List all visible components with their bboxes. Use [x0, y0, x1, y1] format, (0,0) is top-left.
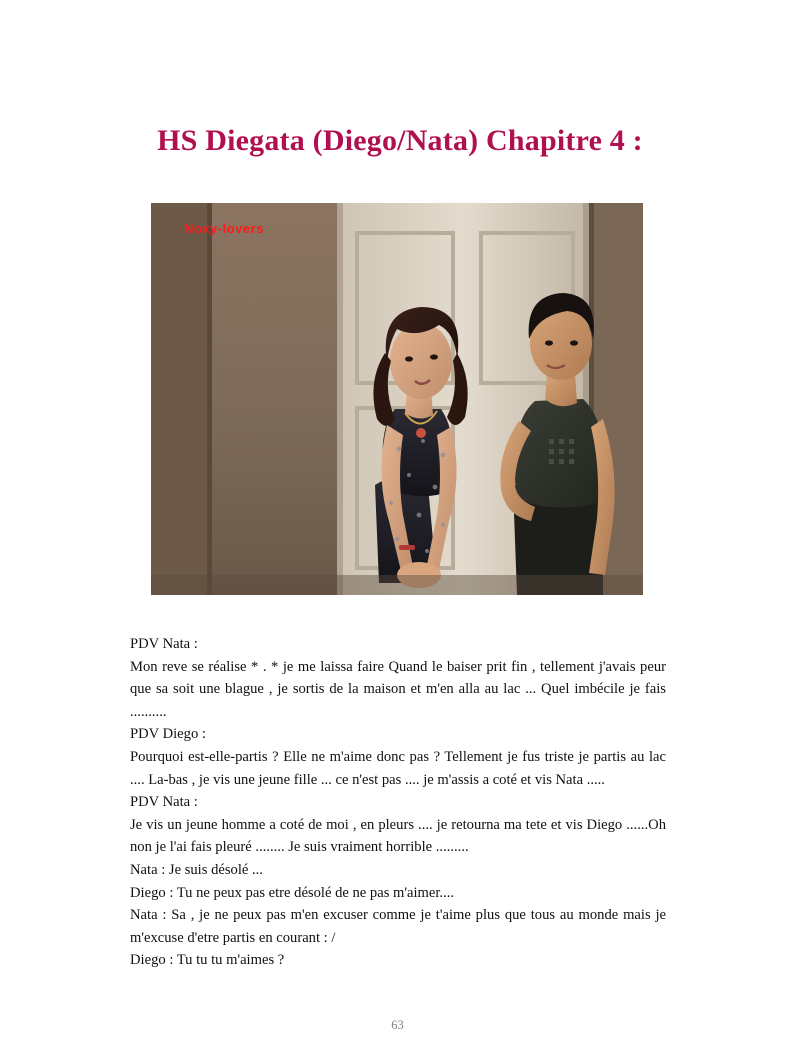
paragraph: Nata : Sa , je ne peux pas m'en excuser comme je t'aime plus que tous au monde mais je m'excuse d'etre partis en courant : / [130, 907, 666, 946]
image-watermark: Noxy-lovers [184, 221, 264, 236]
paragraph: Mon reve se réalise * . * je me laissa faire Quand le baiser prit fin , tellement j'avais peur que sa soit une blague , je sortis de la maison et m'en alla au lac ... Quel imbécile je fais .......... [130, 658, 666, 720]
paragraph: Pourquoi est-elle-partis ? Elle ne m'aime donc pas ? Tellement je fus triste je partis au lac .... La-bas , je vis une jeune fille ... ce n'est pas .... je m'assis a coté et vis Nata ..... [130, 748, 666, 788]
paragraph: Diego : Tu tu tu m'aimes ? [130, 952, 285, 969]
article-photo [151, 203, 643, 595]
paragraph: Diego : Tu ne peux pas etre désolé de ne pas m'aimer.... [130, 884, 455, 901]
photo-illustration [151, 203, 643, 595]
story-body [130, 633, 666, 972]
paragraph: PDV Nata : [130, 636, 198, 652]
paragraph: PDV Diego : [130, 726, 206, 743]
page-title: HS Diegata (Diego/Nata) Chapitre 4 : [157, 124, 643, 158]
paragraph: Nata : Je suis désolé ... [130, 861, 263, 878]
paragraph: PDV Nata : [130, 794, 198, 811]
paragraph: Je vis un jeune homme a coté de moi , en pleurs .... je retourna ma tete et vis Diego ......Oh non je l'ai fais pleuré ........ Je suis vraiment horrible ......... [130, 816, 666, 856]
page-number: 63 [391, 1018, 404, 1032]
